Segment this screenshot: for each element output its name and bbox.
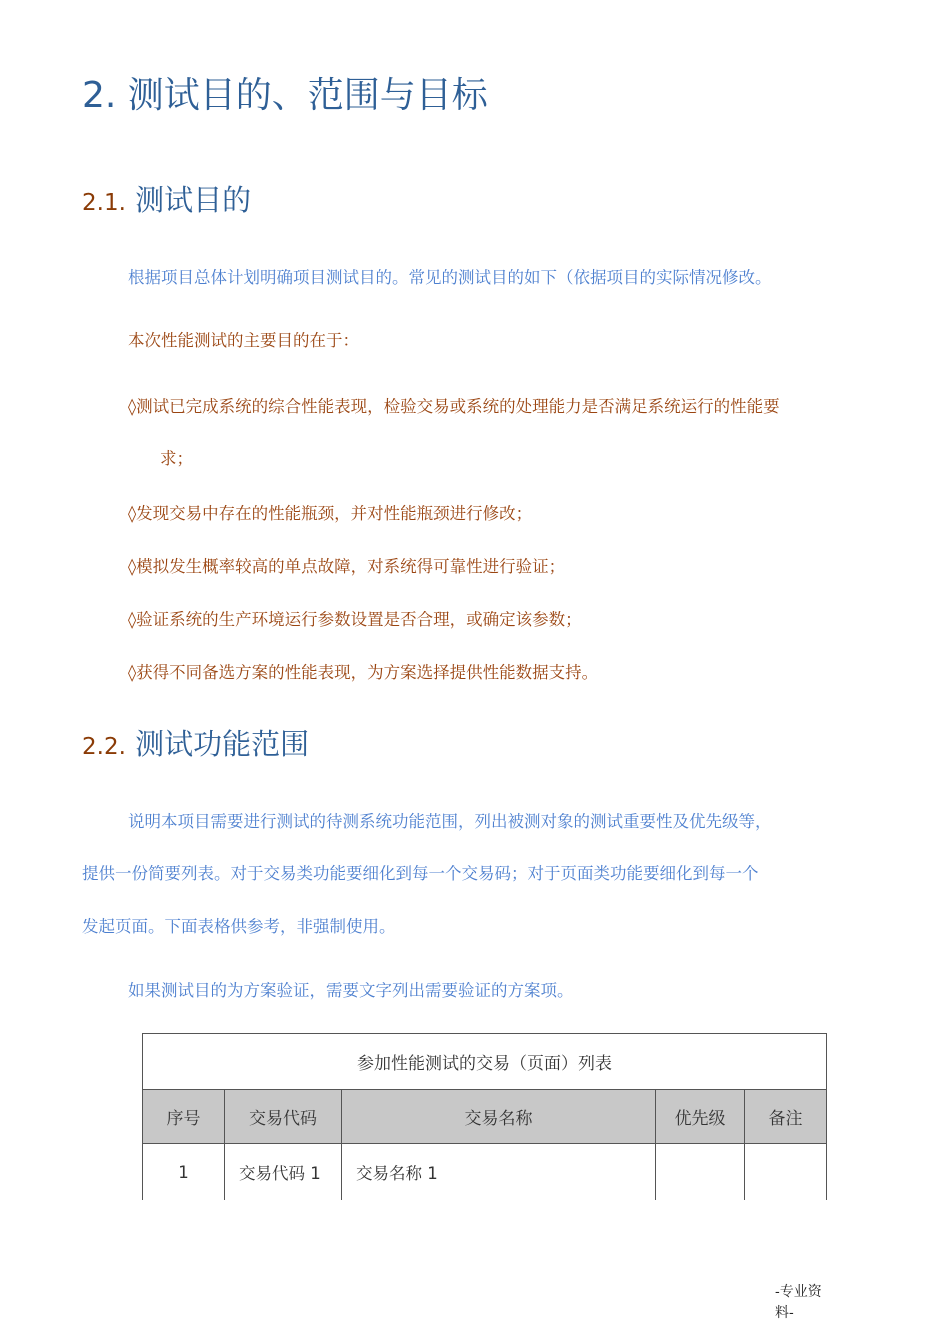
bullet-item: ◊模拟发生概率较高的单点故障，对系统得可靠性进行验证； <box>128 557 566 576</box>
page-heading: 2. 测试目的、范围与目标 <box>82 75 488 116</box>
section-heading-2-1 <box>82 180 251 223</box>
scope-paragraph-line: 发起页面。下面表格供参考，非强制使用。 <box>82 917 396 936</box>
header-cell-priority: 优先级 <box>656 1090 745 1143</box>
transaction-table <box>142 1033 827 1200</box>
cell-name: 交易名称 1 <box>342 1144 656 1200</box>
section-number: 2.2. <box>82 734 126 760</box>
table-caption: 参加性能测试的交易（页面）列表 <box>143 1034 826 1090</box>
table-header-row <box>143 1090 826 1144</box>
intro-paragraph: 根据项目总体计划明确项目测试目的。常见的测试目的如下（依据项目的实际情况修改。 <box>128 268 772 287</box>
section-heading-2-2 <box>82 724 309 767</box>
section-title: 测试目的 <box>135 183 252 217</box>
bullet-item: ◊测试已完成系统的综合性能表现，检验交易或系统的处理能力是否满足系统运行的性能要 <box>128 397 780 416</box>
page-footer: -专业资料- <box>775 1284 822 1321</box>
header-cell-name: 交易名称 <box>342 1090 656 1143</box>
section-number: 2.1. <box>82 190 126 216</box>
header-cell-seq: 序号 <box>143 1090 225 1143</box>
bullet-item: ◊获得不同备选方案的性能表现，为方案选择提供性能数据支持。 <box>128 663 599 682</box>
cell-seq: 1 <box>143 1144 225 1200</box>
bullet-item: ◊验证系统的生产环境运行参数设置是否合理，或确定该参数； <box>128 610 582 629</box>
bullet-item: ◊发现交易中存在的性能瓶颈，并对性能瓶颈进行修改； <box>128 504 533 523</box>
scope-note-paragraph: 如果测试目的为方案验证，需要文字列出需要验证的方案项。 <box>128 981 574 1000</box>
bullet-item-continued: 求； <box>160 449 193 468</box>
cell-remark <box>745 1144 826 1200</box>
cell-priority <box>656 1144 745 1200</box>
scope-paragraph-line: 提供一份简要列表。对于交易类功能要细化到每一个交易码；对于页面类功能要细化到每一个 <box>82 864 759 883</box>
header-cell-remark: 备注 <box>768 1109 803 1129</box>
section-title: 测试功能范围 <box>135 727 310 761</box>
lead-paragraph: 本次性能测试的主要目的在于： <box>128 331 359 350</box>
header-cell-code: 交易代码 <box>225 1090 342 1143</box>
cell-code: 交易代码 1 <box>225 1144 342 1200</box>
table-row <box>143 1144 826 1200</box>
scope-paragraph-line: 说明本项目需要进行测试的待测系统功能范围，列出被测对象的测试重要性及优先级等， <box>128 812 772 831</box>
